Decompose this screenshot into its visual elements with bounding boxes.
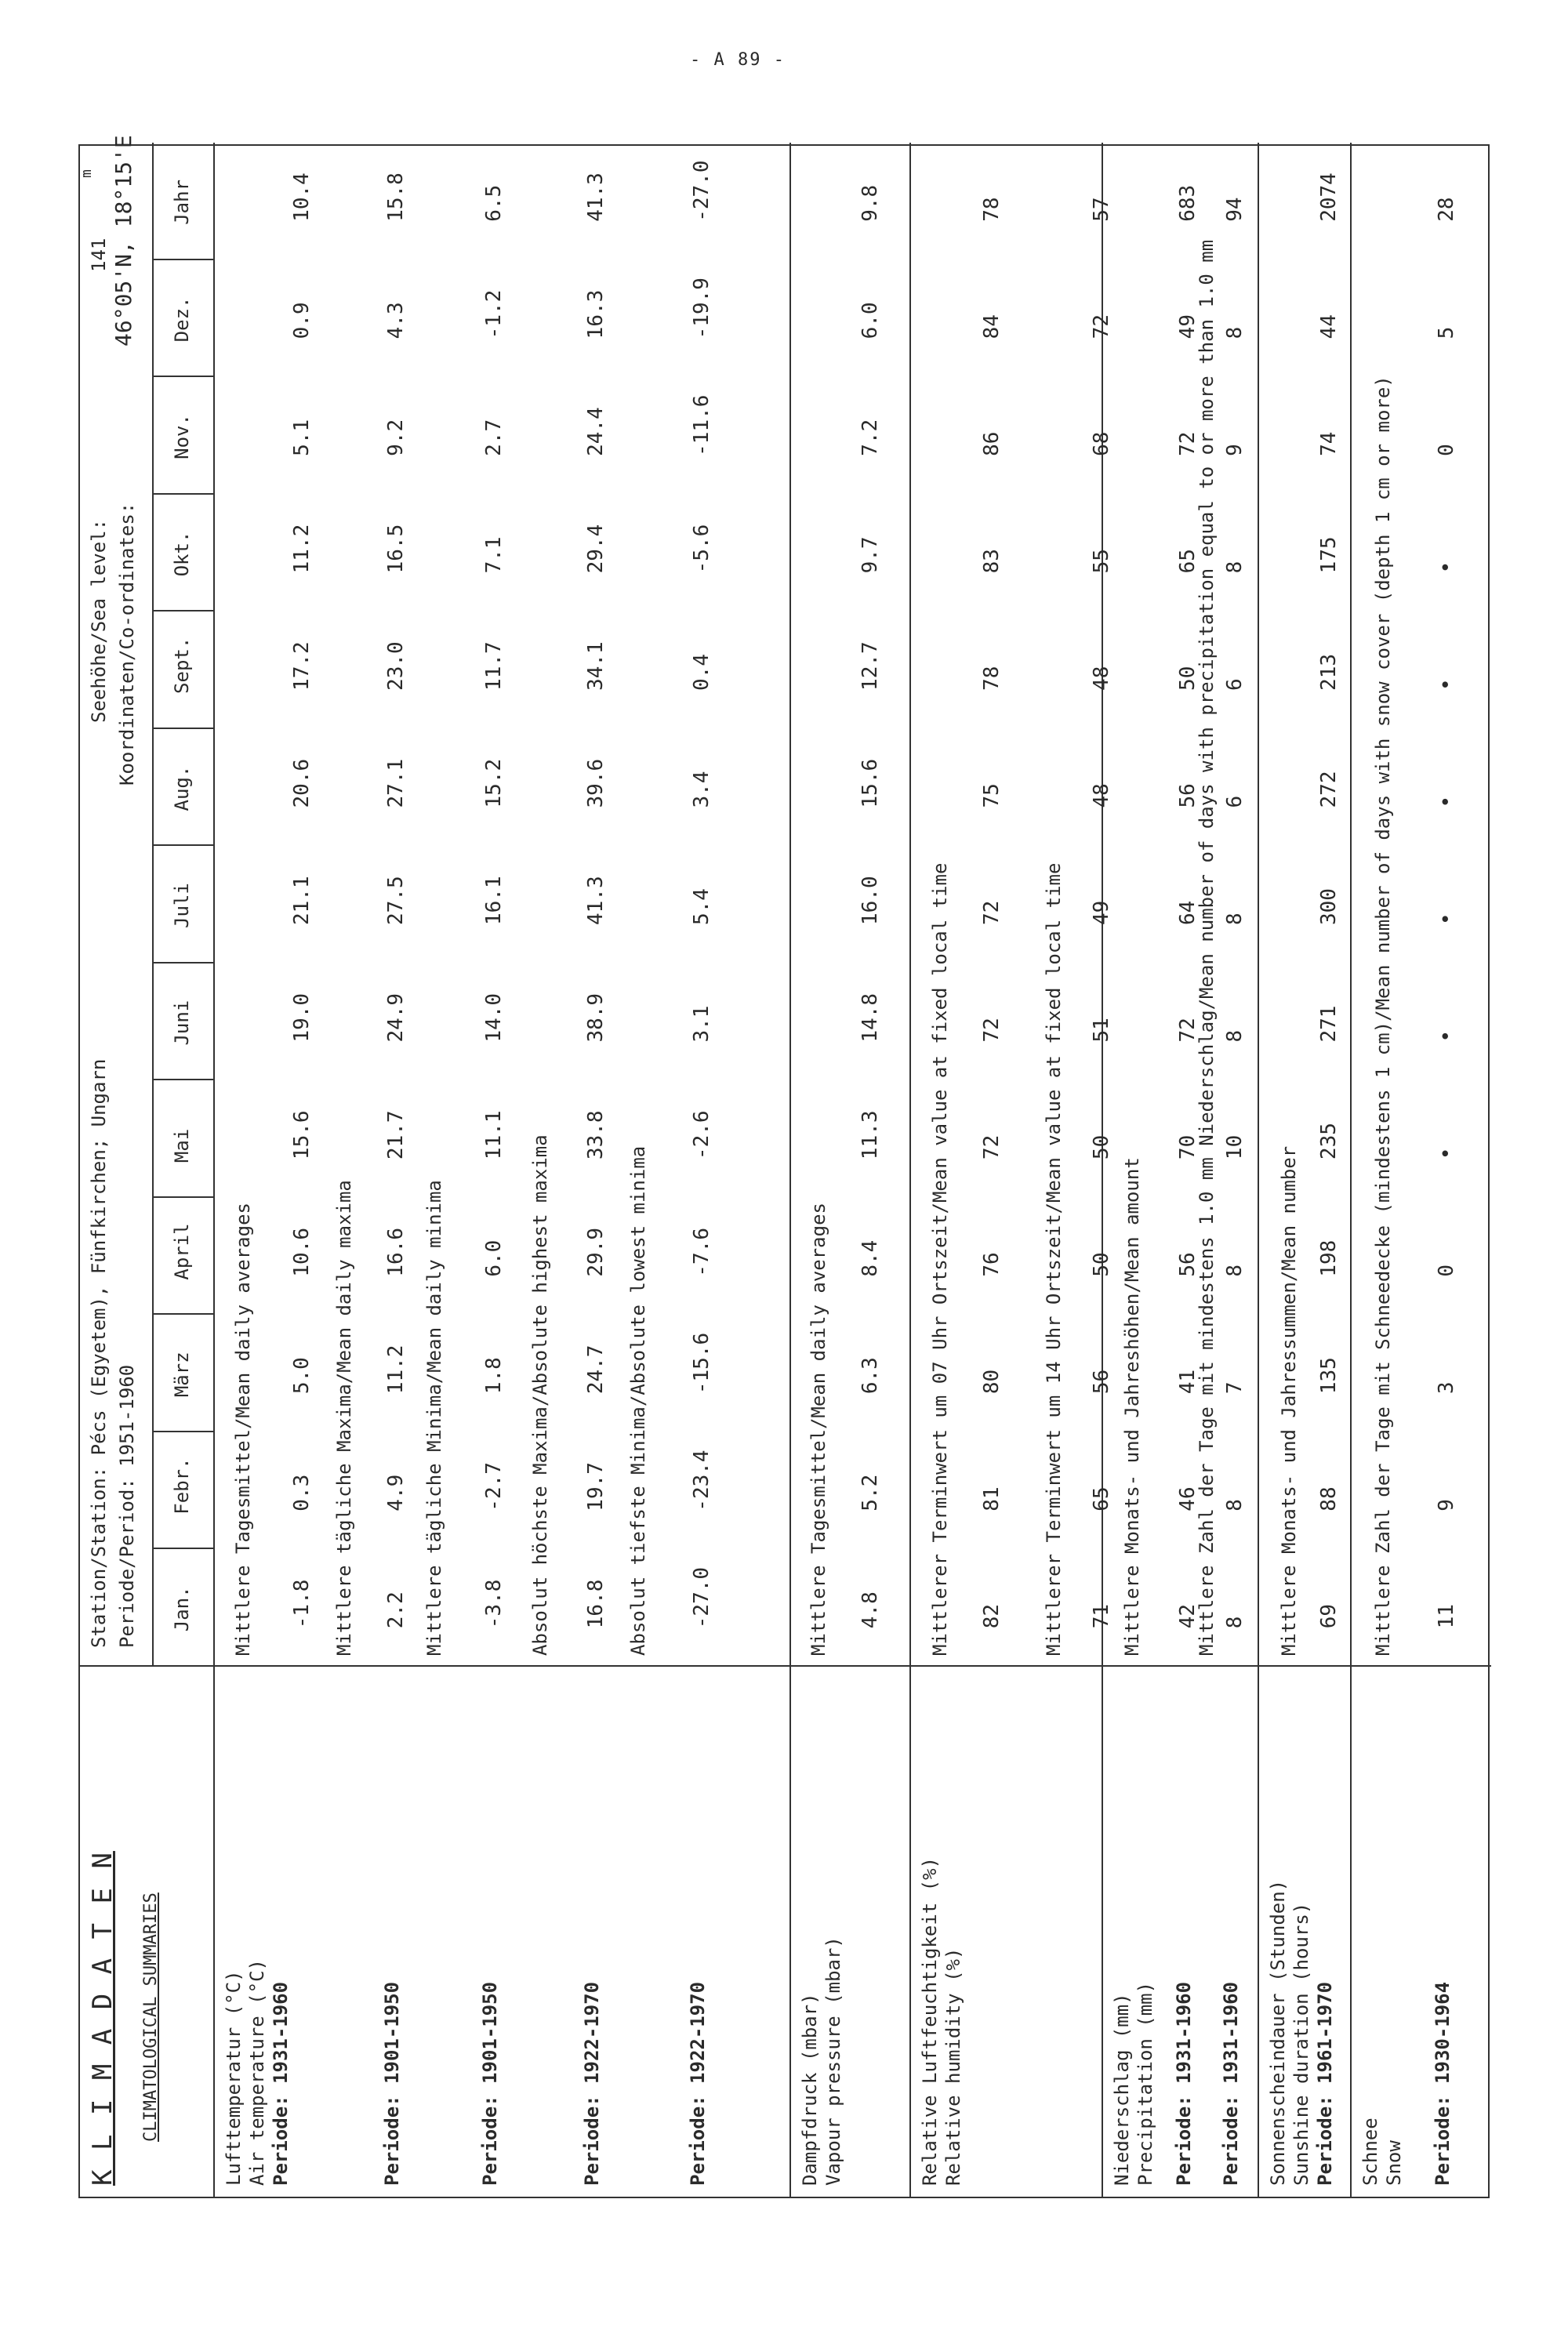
data-cell: 6.3 (858, 1357, 882, 1395)
data-cell: 0.9 (290, 302, 314, 339)
period-line: Periode/Period: 1951-1960 (116, 1364, 138, 1648)
data-cell: 16.6 (384, 1228, 408, 1277)
data-cell: 11 (1435, 1603, 1458, 1629)
data-cell: 8 (1223, 1264, 1247, 1277)
data-cell: 70 (1176, 1134, 1200, 1160)
data-cell: 76 (980, 1252, 1004, 1277)
month-divider (152, 1196, 213, 1198)
month-header: April (171, 1223, 193, 1280)
data-cell: 74 (1317, 431, 1341, 456)
data-cell: 11.3 (858, 1110, 882, 1160)
data-cell: 56 (1176, 1252, 1200, 1277)
period-label: Periode: 1931-1960 (1220, 1981, 1242, 2186)
data-cell: 8 (1223, 561, 1247, 574)
data-cell: 41.3 (584, 172, 608, 222)
data-cell: 16.8 (584, 1579, 608, 1629)
data-cell: 8 (1223, 913, 1247, 925)
data-cell: 20.6 (290, 758, 314, 808)
data-cell: 48 (1090, 783, 1113, 808)
data-cell: 29.4 (584, 524, 608, 574)
data-cell: -3.8 (482, 1579, 506, 1629)
group-label: Sonnenscheindauer (Stunden) (1267, 1879, 1289, 2186)
group-label: Sunshine duration (hours) (1290, 1902, 1312, 2186)
data-cell: 0.3 (290, 1474, 314, 1511)
data-cell: 78 (980, 666, 1004, 691)
data-cell: -2.7 (482, 1462, 506, 1511)
month-divider (152, 962, 213, 963)
group-label: Precipitation (mm) (1134, 1981, 1156, 2186)
group-label: Snow (1383, 2140, 1405, 2186)
data-cell: 24.7 (584, 1345, 608, 1395)
data-cell: 64 (1176, 900, 1200, 925)
data-cell: -5.6 (690, 524, 713, 574)
period-label: Periode: 1922-1970 (581, 1981, 603, 2186)
data-cell: 2.7 (482, 419, 506, 456)
data-cell: • (1435, 795, 1458, 808)
data-cell: 5.0 (290, 1357, 314, 1395)
month-divider (152, 610, 213, 611)
data-cell: 0 (1435, 444, 1458, 456)
data-cell: 8 (1223, 326, 1247, 339)
data-cell: 29.9 (584, 1228, 608, 1277)
month-header: Febr. (171, 1457, 193, 1515)
data-cell: 7.2 (858, 419, 882, 456)
data-cell: 9 (1223, 444, 1247, 456)
month-divider (152, 728, 213, 729)
data-cell: 56 (1090, 1369, 1113, 1395)
data-cell: 27.1 (384, 758, 408, 808)
data-cell: -19.9 (690, 278, 713, 339)
month-header: Dez. (171, 296, 193, 343)
data-cell: 49 (1176, 314, 1200, 339)
group-rule (909, 143, 911, 2197)
data-cell: 300 (1317, 888, 1341, 925)
sea-level-value: 141 (88, 238, 110, 272)
row-description: Mittlere Zahl der Tage mit mindestens 1.0 mm Niederschlag/Mean number of days with precipitation equal to or more than 1.0 mm (1196, 239, 1218, 1656)
data-cell: • (1435, 678, 1458, 691)
data-cell: 683 (1176, 184, 1200, 222)
row-description: Mittlere tägliche Minima/Mean daily minima (423, 1180, 445, 1656)
data-cell: 6 (1223, 795, 1247, 808)
data-cell: 6.5 (482, 184, 506, 222)
data-cell: 41 (1176, 1369, 1200, 1395)
data-cell: 4.9 (384, 1474, 408, 1511)
climate-table (78, 135, 1490, 2198)
month-header: Juni (171, 1000, 193, 1046)
data-cell: 16.0 (858, 876, 882, 925)
month-header: Sept. (171, 637, 193, 694)
data-cell: 82 (980, 1603, 1004, 1629)
data-cell: 55 (1090, 549, 1113, 574)
data-cell: 7 (1223, 1381, 1247, 1395)
data-cell: 9 (1435, 1499, 1458, 1511)
group-rule (1350, 143, 1352, 2197)
data-cell: 213 (1317, 653, 1341, 691)
data-cell: 5.1 (290, 419, 314, 456)
data-cell: -1.8 (290, 1579, 314, 1629)
data-cell: 175 (1317, 536, 1341, 574)
data-cell: 24.4 (584, 407, 608, 456)
month-divider (152, 493, 213, 495)
row-description: Mittlere Monats- und Jahressummen/Mean number (1278, 1145, 1300, 1656)
data-cell: 17.2 (290, 641, 314, 691)
group-label: Relative humidity (%) (942, 1947, 964, 2186)
row-description: Mittlere Tagesmittel/Mean daily averages (808, 1203, 829, 1656)
data-cell: 51 (1090, 1018, 1113, 1043)
data-cell: 6.0 (858, 302, 882, 339)
data-cell: 65 (1176, 549, 1200, 574)
sea-level-label: Seehöhe/Sea level: (88, 518, 110, 723)
data-cell: 15.6 (858, 758, 882, 808)
data-cell: 72 (1176, 431, 1200, 456)
table-subtitle: CLIMATOLOGICAL SUMMARIES (141, 1892, 161, 2142)
data-cell: 198 (1317, 1239, 1341, 1277)
row-description: Absolut höchste Maxima/Absolute highest maxima (529, 1134, 551, 1656)
data-cell: 11.2 (384, 1345, 408, 1395)
data-cell: 49 (1090, 900, 1113, 925)
data-cell: • (1435, 1029, 1458, 1043)
row-description: Mittlerer Terminwert um 14 Uhr Ortszeit/Mean value at fixed local time (1043, 862, 1065, 1656)
month-divider (152, 1079, 213, 1080)
data-cell: 86 (980, 431, 1004, 456)
group-label: Dampfdruck (mbar) (799, 1993, 821, 2186)
data-cell: 19.0 (290, 992, 314, 1043)
data-cell: 48 (1090, 666, 1113, 691)
sea-level-unit: m (78, 169, 95, 178)
data-cell: 9.2 (384, 419, 408, 456)
data-cell: 84 (980, 314, 1004, 339)
data-cell: 15.6 (290, 1110, 314, 1160)
data-cell: 56 (1176, 783, 1200, 808)
period-label: Periode: 1931-1960 (1173, 1981, 1195, 2186)
month-divider (152, 1548, 213, 1549)
data-cell: 27.5 (384, 876, 408, 925)
coord-label: Koordinaten/Co-ordinates: (116, 502, 138, 786)
data-cell: 7.1 (482, 536, 506, 574)
data-cell: 4.8 (858, 1591, 882, 1629)
data-cell: 11.2 (290, 524, 314, 574)
data-cell: 3.4 (690, 771, 713, 808)
row-description: Mittlere Monats- und Jahreshöhen/Mean amount (1121, 1157, 1143, 1656)
period-label: Periode: 1922-1970 (687, 1981, 709, 2186)
data-cell: 5 (1435, 326, 1458, 339)
data-cell: 38.9 (584, 992, 608, 1043)
data-cell: • (1435, 913, 1458, 925)
group-label: Air temperature (°C) (246, 1959, 268, 2186)
data-cell: 19.7 (584, 1462, 608, 1511)
page-number: - A 89 - (690, 50, 786, 70)
data-cell: 16.3 (584, 289, 608, 339)
period-label: Periode: 1931-1960 (270, 1981, 292, 2186)
data-cell: 10.4 (290, 172, 314, 222)
data-cell: 21.7 (384, 1110, 408, 1160)
month-divider (152, 376, 213, 377)
data-cell: 24.9 (384, 992, 408, 1043)
month-divider (152, 1431, 213, 1432)
data-cell: 80 (980, 1369, 1004, 1395)
data-cell: 72 (980, 900, 1004, 925)
data-cell: 8 (1223, 1029, 1247, 1043)
data-cell: 14.8 (858, 992, 882, 1043)
period-label: Periode: 1930-1964 (1432, 1981, 1454, 2186)
data-cell: 41.3 (584, 876, 608, 925)
data-cell: 9.7 (858, 536, 882, 574)
data-cell: 16.5 (384, 524, 408, 574)
month-header: März (171, 1352, 193, 1398)
group-rule (1258, 143, 1259, 2197)
data-cell: 4.3 (384, 302, 408, 339)
data-cell: • (1435, 1147, 1458, 1160)
data-cell: 15.2 (482, 758, 506, 808)
data-cell: 72 (1090, 314, 1113, 339)
data-cell: -27.0 (690, 1566, 713, 1629)
month-header: Jan. (171, 1586, 193, 1632)
data-cell: 14.0 (482, 992, 506, 1043)
header-bottom-rule (213, 143, 215, 2197)
group-label: Lufttemperatur (°C) (223, 1970, 245, 2186)
data-cell: -23.4 (690, 1450, 713, 1511)
data-cell: 69 (1317, 1603, 1341, 1629)
data-cell: -1.2 (482, 289, 506, 339)
data-cell: 57 (1090, 197, 1113, 222)
data-cell: 44 (1317, 314, 1341, 339)
data-cell: 39.6 (584, 758, 608, 808)
data-cell: 3 (1435, 1381, 1458, 1395)
data-cell: 8.4 (858, 1239, 882, 1277)
data-cell: 0 (1435, 1264, 1458, 1277)
data-cell: • (1435, 561, 1458, 574)
data-cell: 5.4 (690, 888, 713, 925)
data-cell: 272 (1317, 771, 1341, 808)
data-cell: -2.6 (690, 1110, 713, 1160)
row-description: Mittlere Tagesmittel/Mean daily averages (232, 1203, 254, 1656)
data-cell: 6 (1223, 678, 1247, 691)
month-header: Okt. (171, 531, 193, 577)
data-cell: 8 (1223, 1616, 1247, 1629)
data-cell: -7.6 (690, 1228, 713, 1277)
data-cell: 75 (980, 783, 1004, 808)
data-cell: 135 (1317, 1357, 1341, 1395)
data-cell: 50 (1090, 1134, 1113, 1160)
data-cell: 12.7 (858, 641, 882, 691)
data-cell: 94 (1223, 197, 1247, 222)
data-cell: 83 (980, 549, 1004, 574)
data-cell: -27.0 (690, 160, 713, 222)
data-cell: 46 (1176, 1486, 1200, 1511)
data-cell: 34.1 (584, 641, 608, 691)
data-cell: 6.0 (482, 1239, 506, 1277)
month-divider (152, 259, 213, 260)
data-cell: 1.8 (482, 1357, 506, 1395)
data-cell: 10 (1223, 1134, 1247, 1160)
month-header: Mai (171, 1128, 193, 1163)
data-cell: 11.1 (482, 1110, 506, 1160)
group-label: Niederschlag (mm) (1111, 1993, 1133, 2186)
row-description: Mittlere tägliche Maxima/Mean daily maxima (333, 1180, 355, 1656)
data-cell: 11.7 (482, 641, 506, 691)
month-divider (152, 844, 213, 846)
data-cell: 15.8 (384, 172, 408, 222)
period-label: Periode: 1901-1950 (479, 1981, 501, 2186)
data-cell: 50 (1090, 1252, 1113, 1277)
row-description: Mittlere Zahl der Tage mit Schneedecke (mindestens 1 cm)/Mean number of days with snow cover (depth 1 cm or more) (1372, 376, 1394, 1656)
data-cell: 72 (980, 1018, 1004, 1043)
data-cell: 72 (1176, 1018, 1200, 1043)
data-cell: 65 (1090, 1486, 1113, 1511)
header-rule (152, 143, 154, 1667)
row-description: Mittlerer Terminwert um 07 Uhr Ortszeit/Mean value at fixed local time (929, 862, 951, 1656)
data-cell: 71 (1090, 1603, 1113, 1629)
data-cell: 72 (980, 1134, 1004, 1160)
month-header: Juli (171, 883, 193, 928)
data-cell: -15.6 (690, 1332, 713, 1395)
data-cell: 10.6 (290, 1228, 314, 1277)
data-cell: 50 (1176, 666, 1200, 691)
data-cell: 81 (980, 1486, 1004, 1511)
data-cell: 271 (1317, 1005, 1341, 1043)
data-cell: 3.1 (690, 1005, 713, 1043)
data-cell: 28 (1435, 197, 1458, 222)
group-label: Schnee (1359, 2117, 1381, 2186)
data-cell: 5.2 (858, 1474, 882, 1511)
month-header: Aug. (171, 765, 193, 811)
data-cell: -11.6 (690, 394, 713, 456)
data-cell: 2.2 (384, 1591, 408, 1629)
data-cell: 88 (1317, 1486, 1341, 1511)
period-label: Periode: 1901-1950 (381, 1981, 403, 2186)
month-header: Jahr (171, 179, 193, 225)
row-description: Absolut tiefste Minima/Absolute lowest minima (627, 1145, 649, 1656)
data-cell: 8 (1223, 1499, 1247, 1511)
data-cell: 23.0 (384, 641, 408, 691)
data-cell: 33.8 (584, 1110, 608, 1160)
table-title: K L I M A D A T E N (87, 1851, 118, 2186)
period-label: Periode: 1961-1970 (1314, 1981, 1336, 2186)
group-label: Vapour pressure (mbar) (822, 1936, 844, 2186)
data-cell: 16.1 (482, 876, 506, 925)
group-label: Relative Luftfeuchtigkeit (%) (919, 1856, 941, 2186)
data-cell: 0.4 (690, 653, 713, 691)
month-header: Nov. (171, 414, 193, 459)
coord-value: 46°05'N, 18°15'E (111, 135, 136, 347)
data-cell: 235 (1317, 1123, 1341, 1160)
data-cell: 21.1 (290, 876, 314, 925)
month-divider (152, 1313, 213, 1315)
label-column-divider (80, 1665, 1491, 1667)
data-cell: 68 (1090, 431, 1113, 456)
group-rule (789, 143, 791, 2197)
station-line: Station/Station: Pécs (Egyetem), Fünfkirchen; Ungarn (88, 1058, 110, 1648)
data-cell: 2074 (1317, 172, 1341, 222)
data-cell: 42 (1176, 1603, 1200, 1629)
data-cell: 9.8 (858, 184, 882, 222)
data-cell: 78 (980, 197, 1004, 222)
